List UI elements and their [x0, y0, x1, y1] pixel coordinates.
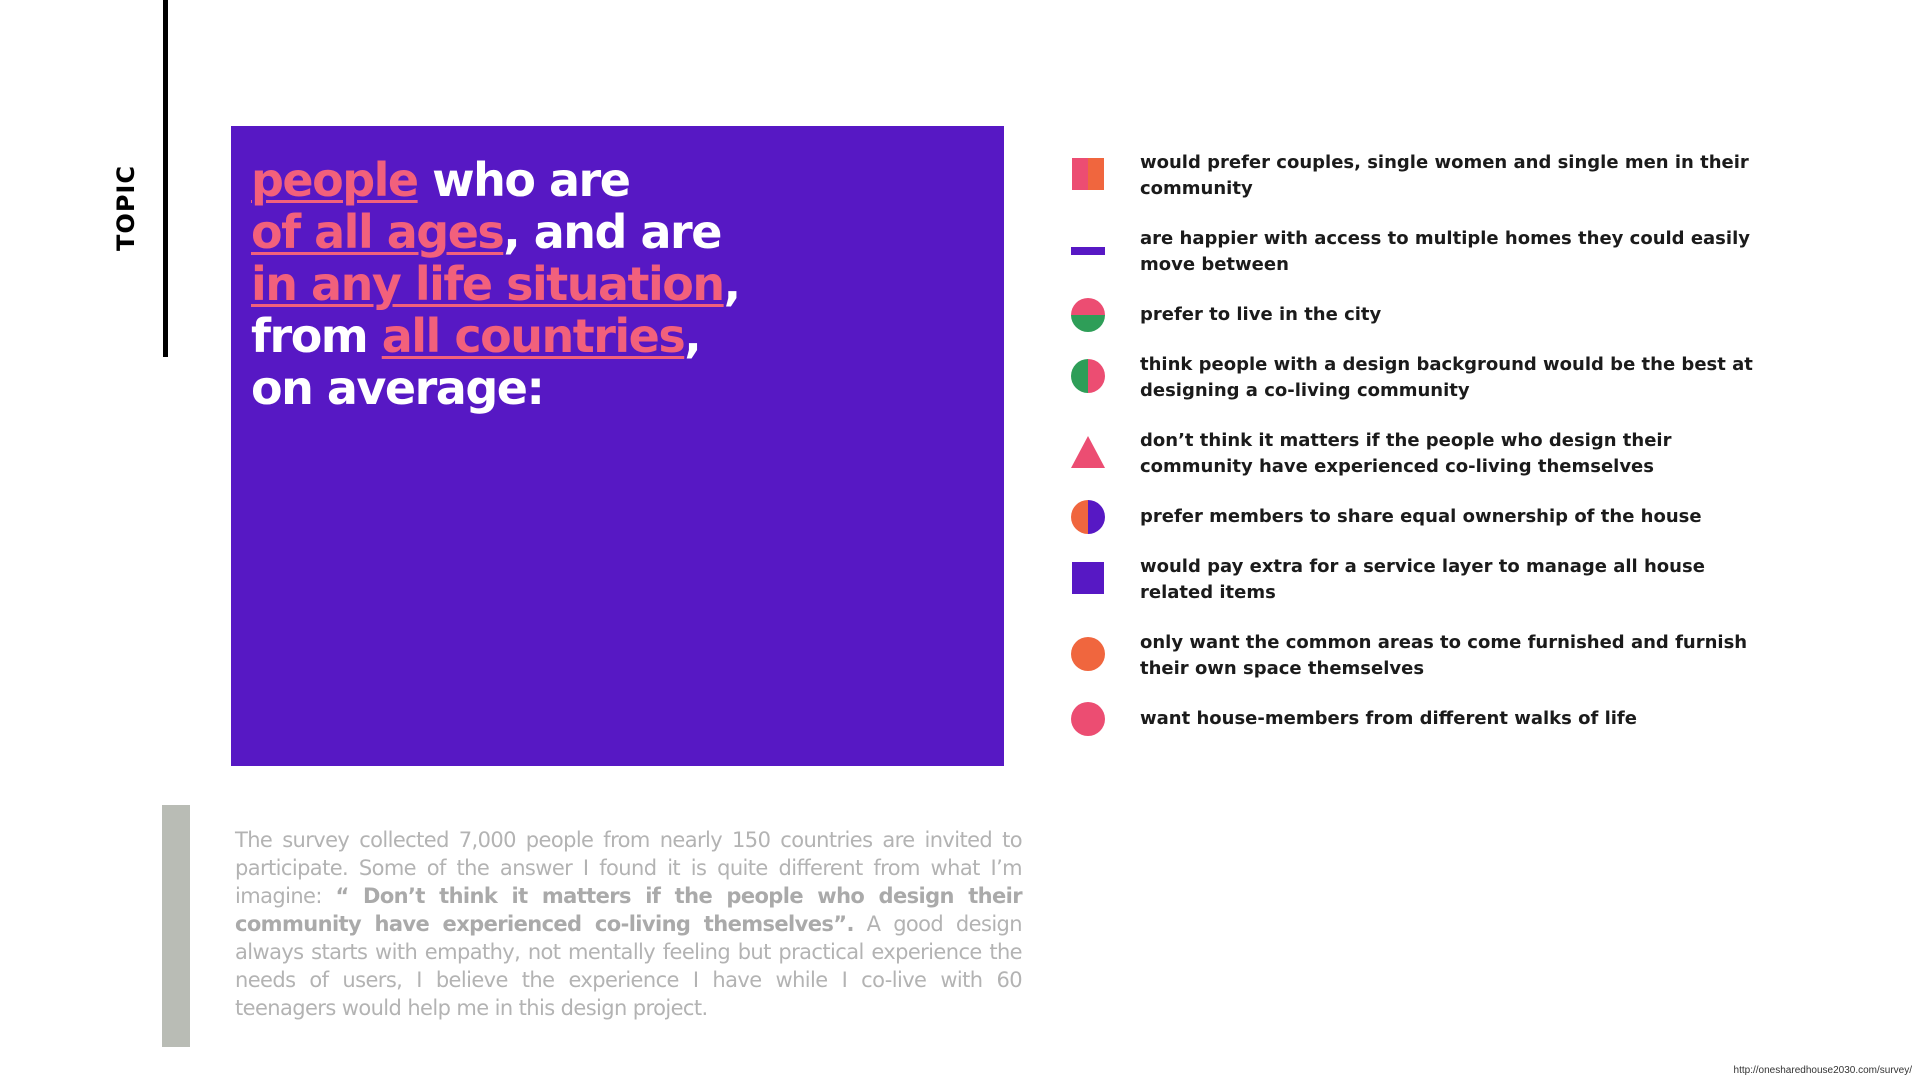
legend-item: [1070, 150, 1760, 202]
half-circle-horizontal-icon: [1070, 297, 1106, 333]
topic-label: [112, 165, 140, 251]
survey-legend: [1070, 150, 1760, 756]
headline-people: people: [251, 153, 418, 207]
legend-text: would pay extra for a service layer to manage all house related items: [1140, 556, 1705, 603]
headline-panel: [231, 126, 1004, 766]
triangle-icon: [1070, 434, 1106, 470]
orange-circle-icon: [1070, 636, 1106, 672]
headline-text: , and are: [503, 205, 721, 259]
legend-item: [1070, 504, 1760, 530]
topic-divider-bar: [163, 0, 168, 357]
note-intro: The survey collected 7,000 people from nearly 150 countries are invited to participate. Some of the answer I found it is quite different from what I’m imagine:: [235, 828, 1022, 908]
topic-text: TOPIC: [112, 165, 140, 251]
legend-item: [1070, 428, 1760, 480]
note-quote: “ Don’t think it matters if the people who design their community have experienced co-living themselves”.: [235, 884, 1022, 936]
headline-text: who are: [417, 153, 630, 207]
source-url: http://onesharedhouse2030.com/survey/: [1733, 1065, 1912, 1076]
half-circle-vertical-icon: [1070, 358, 1106, 394]
legend-text: are happier with access to multiple homes they could easily move between: [1140, 228, 1750, 275]
legend-text: think people with a design background would be the best at designing a co-living community: [1140, 354, 1753, 401]
headline: [251, 154, 740, 414]
square-icon: [1070, 560, 1106, 596]
headline-life-situation: in any life situation: [251, 257, 724, 311]
headline-text: on average:: [251, 361, 544, 415]
pink-circle-icon: [1070, 701, 1106, 737]
legend-text: don’t think it matters if the people who design their community have experienced co-living themselves: [1140, 430, 1672, 477]
split-square-icon: [1070, 156, 1106, 192]
note-accent-bar: [162, 805, 190, 1047]
legend-item: [1070, 352, 1760, 404]
legend-text: want house-members from different walks of life: [1140, 708, 1637, 729]
headline-text: from: [251, 309, 382, 363]
headline-all-ages: of all ages: [251, 205, 504, 259]
legend-text: only want the common areas to come furnished and furnish their own space themselves: [1140, 632, 1748, 679]
legend-item: [1070, 630, 1760, 682]
dash-icon: [1070, 232, 1106, 268]
headline-text: ,: [723, 257, 740, 311]
legend-item: [1070, 226, 1760, 278]
note-rest: A good design always starts with empathy, not mentally feeling but practical experience the needs of users, I believe the experience I have while I co-live with 60 teenagers would help me in this design project.: [235, 912, 1022, 1020]
legend-text: prefer to live in the city: [1140, 304, 1382, 325]
survey-note: [235, 826, 1022, 1022]
legend-text: prefer members to share equal ownership of the house: [1140, 506, 1702, 527]
headline-all-countries: all countries: [381, 309, 685, 363]
legend-item: [1070, 302, 1760, 328]
legend-item: [1070, 706, 1760, 732]
legend-item: [1070, 554, 1760, 606]
headline-text: ,: [684, 309, 701, 363]
legend-text: would prefer couples, single women and single men in their community: [1140, 152, 1749, 199]
half-circle-orange-purple-icon: [1070, 499, 1106, 535]
